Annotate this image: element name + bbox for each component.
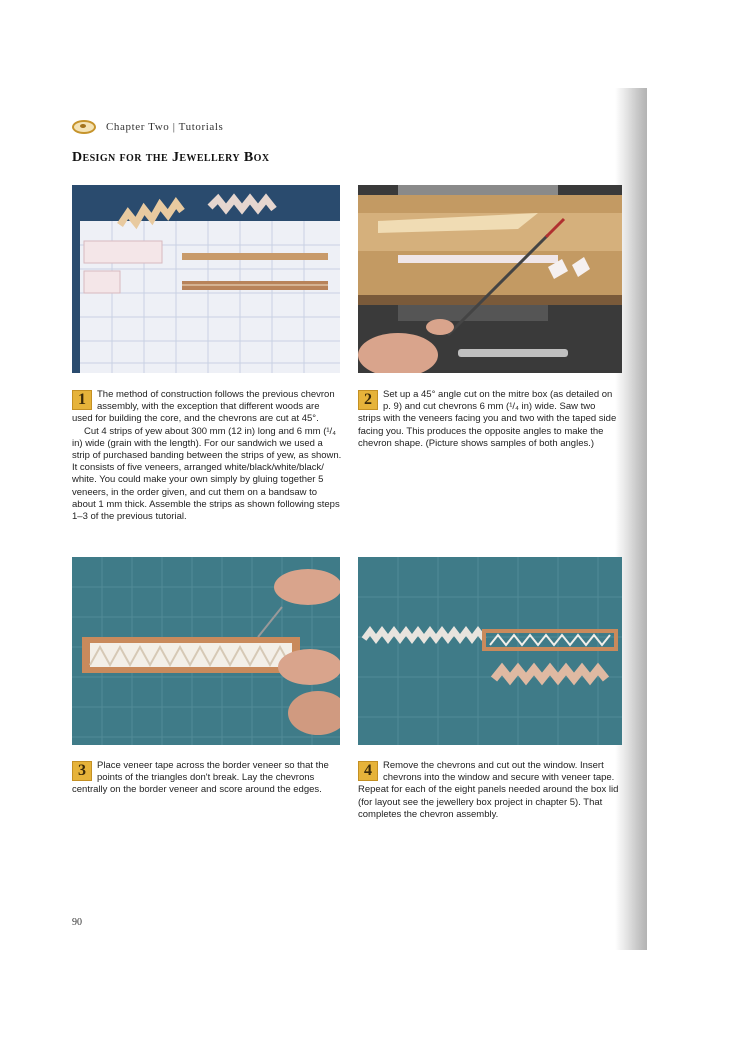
step-3-text	[72, 760, 340, 797]
step-paragraph: Cut 4 strips of yew about 300 mm (12 in) long and 6 mm (¹/₄ in) wide (grain with the length). For our sandwich we used a strip of purchased banding between the strips of yew, as shown. It consists of five veneers, arranged white/black/white/black/ white. You could make your own simply by gluing together 5 veneers, in the order given, and cut them on a bandsaw to about 1 mm thick. Assemble the strips as shown following steps 1–3 of the previous tutorial.	[72, 425, 342, 523]
step-paragraph: Place veneer tape across the border veneer so that the points of the triangles don't break. Lay the chevrons centrally on the border veneer and score around the edges.	[72, 760, 329, 796]
step-number-badge: 1	[72, 390, 92, 410]
step-paragraph: The method of construction follows the previous chevron assembly, with the exception that different woods are used for building the core, and the chevrons are cut at 45°.	[72, 389, 335, 425]
photo-strips-on-grid	[72, 185, 340, 373]
page-number: 90	[72, 917, 82, 928]
chapter-header	[72, 120, 223, 134]
step-paragraph: Remove the chevrons and cut out the window. Insert chevrons into the window and secure with veneer tape. Repeat for each of the eight panels needed around the box lid (for layout see the jewellery box project in chapter 5). That completes the chevron assembly.	[358, 760, 619, 820]
step-number-badge: 2	[358, 390, 378, 410]
step-4-text	[358, 760, 620, 821]
photo-scoring-border	[72, 557, 340, 745]
chapter-label: Chapter Two | Tutorials	[106, 121, 224, 133]
section-title: Design for the Jewellery Box	[72, 150, 270, 165]
step-1-text	[72, 389, 342, 523]
page-margin	[647, 88, 744, 950]
step-number-badge: 3	[72, 761, 92, 781]
step-number-badge: 4	[358, 761, 378, 781]
chapter-emblem-icon	[72, 120, 96, 134]
photo-mitre-box-sawing	[358, 185, 622, 373]
step-2-text	[358, 389, 620, 450]
step-paragraph: Set up a 45° angle cut on the mitre box (as detailed on p. 9) and cut chevrons 6 mm (¹/₄ in) wide. Saw two strips with the veneers facing you and two with the taped side facing you. This produces the opposite angles to make the chevron shape. (Picture shows samples of both angles.)	[358, 389, 617, 449]
photo-window-cut-out	[358, 557, 622, 745]
